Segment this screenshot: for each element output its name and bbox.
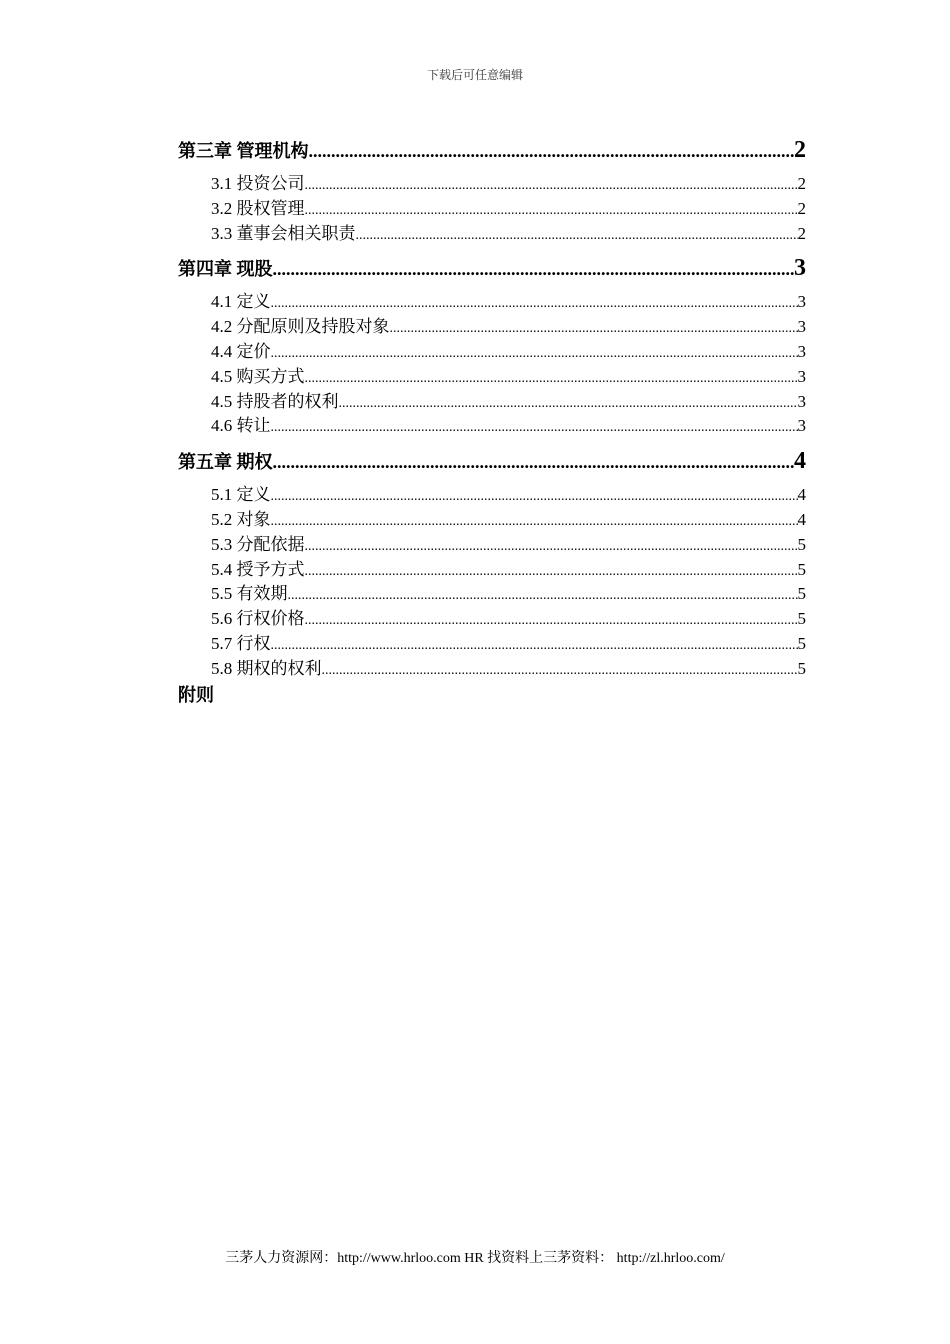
section-page-number: 4 bbox=[797, 509, 806, 529]
toc-section-entry[interactable] bbox=[178, 508, 806, 533]
toc-section-entry[interactable] bbox=[178, 607, 806, 632]
dot-leader bbox=[305, 609, 798, 634]
dot-leader bbox=[305, 199, 798, 224]
toc-section-entry[interactable] bbox=[178, 290, 806, 315]
section-page-number: 5 bbox=[797, 559, 806, 579]
section-page-number: 3 bbox=[797, 292, 806, 312]
section-title: 4.4 定价 bbox=[211, 341, 271, 361]
dot-leader bbox=[271, 510, 798, 535]
toc-section-entry[interactable] bbox=[178, 340, 806, 365]
toc-section-entry[interactable] bbox=[178, 657, 806, 682]
section-title: 5.4 授予方式 bbox=[211, 559, 305, 579]
chapter-page-number: 2 bbox=[794, 137, 806, 163]
toc-section-entry[interactable] bbox=[178, 483, 806, 508]
chapter-page-number: 3 bbox=[794, 255, 806, 282]
page-footer: 三茅人力资源网：http://www.hrloo.com HR 找资料上三茅资料： http://zl.hrloo.com/ bbox=[225, 1251, 725, 1266]
section-page-number: 3 bbox=[797, 391, 806, 411]
section-page-number: 4 bbox=[797, 485, 806, 505]
section-page-number: 5 bbox=[797, 609, 806, 629]
dot-leader bbox=[309, 137, 795, 165]
toc-chapter-5 bbox=[178, 447, 806, 681]
section-title: 5.2 对象 bbox=[211, 509, 271, 529]
dot-leader bbox=[271, 342, 798, 367]
toc-section-entry[interactable] bbox=[178, 533, 806, 558]
dot-leader bbox=[271, 416, 798, 441]
dot-leader bbox=[390, 317, 798, 342]
section-title: 4.2 分配原则及持股对象 bbox=[211, 317, 390, 337]
dot-leader bbox=[305, 367, 798, 392]
toc-section-entry[interactable] bbox=[178, 390, 806, 415]
section-title: 5.3 分配依据 bbox=[211, 534, 305, 554]
section-page-number: 3 bbox=[797, 341, 806, 361]
section-title: 3.2 股权管理 bbox=[211, 198, 305, 218]
section-title: 3.1 投资公司 bbox=[211, 174, 305, 193]
toc-chapter-entry[interactable] bbox=[178, 254, 806, 282]
dot-leader bbox=[271, 485, 798, 510]
section-title: 5.5 有效期 bbox=[211, 584, 288, 604]
section-title: 5.7 行权 bbox=[211, 633, 271, 653]
section-page-number: 3 bbox=[797, 416, 806, 436]
toc-section-entry[interactable] bbox=[178, 414, 806, 439]
chapter-page-number: 4 bbox=[794, 448, 806, 475]
dot-leader bbox=[339, 392, 798, 417]
toc-chapter-entry[interactable] bbox=[178, 136, 806, 164]
section-title: 5.1 定义 bbox=[211, 485, 271, 505]
dot-leader bbox=[288, 584, 798, 609]
section-page-number: 2 bbox=[797, 174, 806, 193]
section-page-number: 2 bbox=[797, 198, 806, 218]
toc-appendix-entry[interactable]: 附则 bbox=[178, 684, 214, 705]
toc-chapter-4 bbox=[178, 254, 806, 439]
dot-leader bbox=[271, 292, 798, 317]
toc-section-entry[interactable] bbox=[178, 315, 806, 340]
section-page-number: 5 bbox=[797, 584, 806, 604]
dot-leader bbox=[356, 224, 798, 249]
toc-chapter-3 bbox=[178, 136, 806, 246]
table-of-contents bbox=[178, 136, 806, 708]
chapter-title: 第五章 期权 bbox=[178, 452, 273, 473]
section-title: 4.1 定义 bbox=[211, 292, 271, 312]
toc-section-entry[interactable] bbox=[178, 558, 806, 583]
section-title: 5.6 行权价格 bbox=[211, 609, 305, 629]
toc-section-entry[interactable] bbox=[178, 222, 806, 247]
toc-section-entry[interactable] bbox=[178, 632, 806, 657]
section-page-number: 5 bbox=[797, 658, 806, 678]
toc-section-entry[interactable] bbox=[178, 365, 806, 390]
section-title: 4.5 持股者的权利 bbox=[211, 391, 339, 411]
dot-leader bbox=[322, 659, 798, 684]
dot-leader bbox=[305, 174, 798, 199]
section-title: 4.5 购买方式 bbox=[211, 366, 305, 386]
chapter-title: 第四章 现股 bbox=[178, 259, 273, 280]
toc-section-entry[interactable] bbox=[178, 172, 806, 197]
toc-section-entry[interactable] bbox=[178, 197, 806, 222]
dot-leader bbox=[271, 634, 798, 659]
toc-section-entry[interactable] bbox=[178, 582, 806, 607]
toc-chapter-entry[interactable] bbox=[178, 447, 806, 475]
section-page-number: 2 bbox=[797, 223, 806, 243]
section-page-number: 3 bbox=[797, 317, 806, 337]
section-title: 4.6 转让 bbox=[211, 416, 271, 436]
page-header: 下载后可任意编辑 bbox=[426, 68, 523, 82]
section-title: 3.3 董事会相关职责 bbox=[211, 223, 356, 243]
dot-leader bbox=[273, 255, 795, 283]
dot-leader bbox=[305, 560, 798, 585]
chapter-title: 第三章 管理机构 bbox=[178, 141, 309, 161]
dot-leader bbox=[305, 535, 798, 560]
section-page-number: 5 bbox=[797, 633, 806, 653]
section-title: 5.8 期权的权利 bbox=[211, 658, 322, 678]
section-page-number: 3 bbox=[797, 366, 806, 386]
section-page-number: 5 bbox=[797, 534, 806, 554]
dot-leader bbox=[273, 448, 795, 476]
